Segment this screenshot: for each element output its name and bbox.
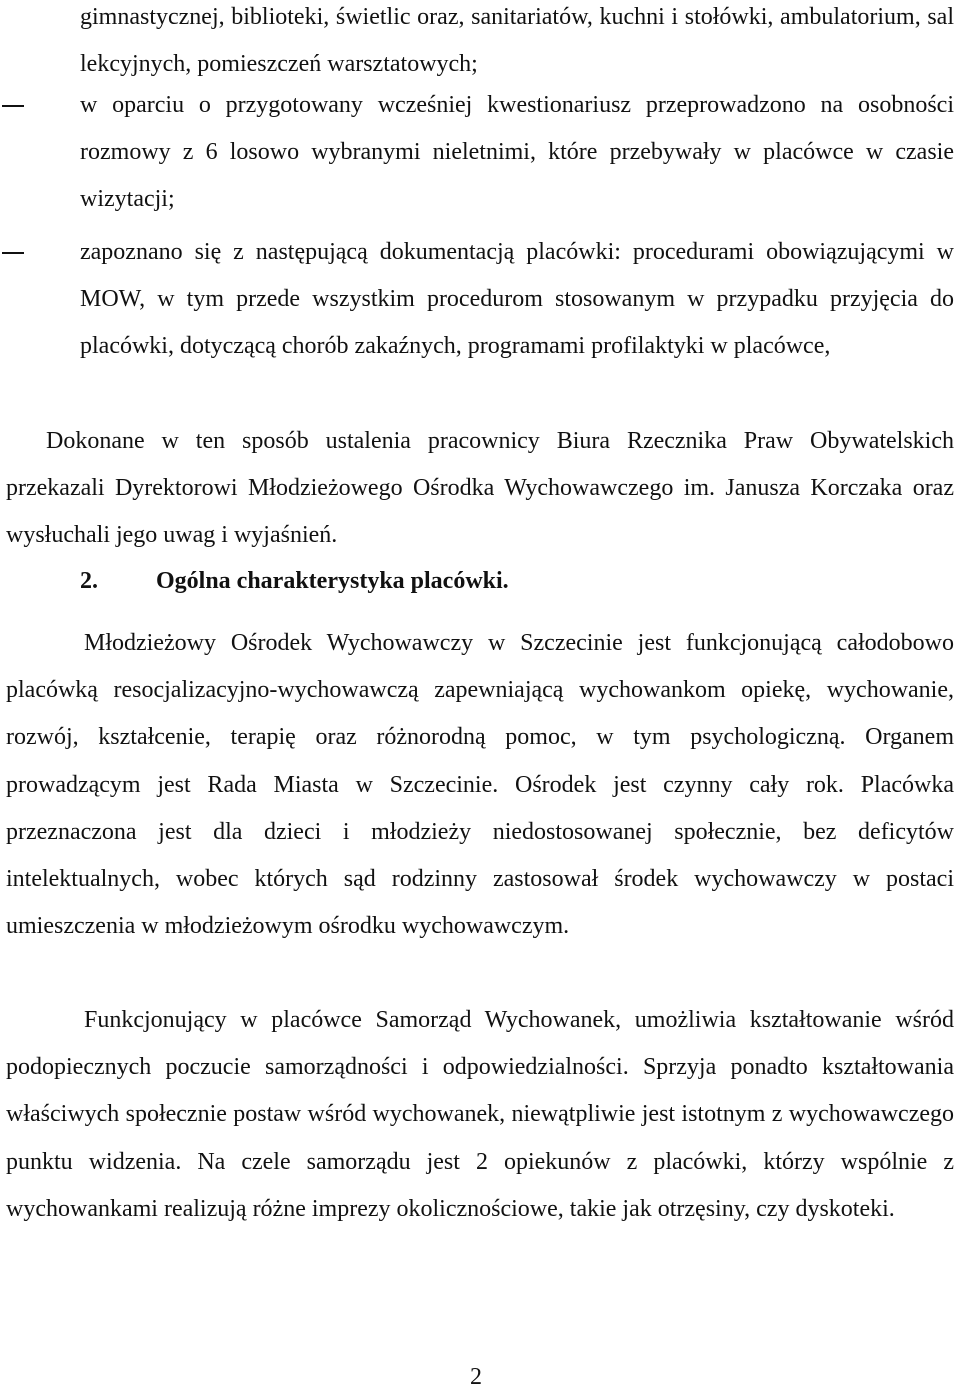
list-item (80, 229, 954, 371)
paragraph: Młodzieżowy Ośrodek Wychowawczy w Szczecinie jest funkcjonującą całodobowo placówką resocjalizacyjno-wychowawczą zapewniającą wychowankom opiekę, wychowanie, rozwój, kształcenie, terapię oraz różnorodną pomoc, w tym psychologiczną. Organem prowadzącym jest Rada Miasta w Szczecinie. Ośrodek jest czynny cały rok. Placówka przeznaczona jest dla dzieci i młodzieży niedostosowanej społecznie, bez deficytów intelektualnych, wobec których sąd rodzinny zastosował środek wychowawczy w postaci umieszczenia w młodzieżowym ośrodku wychowawczym. (6, 630, 954, 940)
section-title: Ogólna charakterystyka placówki. (156, 568, 509, 594)
list-item-text: w oparciu o przygotowany wcześniej kwestionariusz przeprowadzono na osobności rozmowy z 6 losowo wybranymi nieletnimi, które przebywały w placówce w czasie wizytacji; (80, 92, 954, 213)
section-heading (80, 558, 509, 605)
paragraph: Funkcjonujący w placówce Samorząd Wychowanek, umożliwia kształtowanie wśród podopiecznych poczucie samorządności i odpowiedzialności. Sprzyja ponadto kształtowania właściwych społecznie postaw wśród wychowanek, niewątpliwie jest istotnym z wychowawczego punktu widzenia. Na czele samorządu jest 2 opiekunów z placówki, którzy wspólnie z wychowankami realizują różne imprezy okolicznościowe, takie jak otrzęsiny, czy dyskoteki. (6, 1007, 954, 1222)
section-number: 2. (80, 568, 98, 594)
continued-list-text: gimnastycznej, biblioteki, świetlic oraz, sanitariatów, kuchni i stołówki, ambulatorium, sal lekcyjnych, pomieszczeń warsztatowych; (80, 4, 954, 78)
list-item (80, 82, 954, 224)
closing-paragraph: Dokonane w ten sposób ustalenia pracownicy Biura Rzecznika Praw Obywatelskich przekazali Dyrektorowi Młodzieżowego Ośrodka Wychowawczego im. Janusza Korczaka oraz wysłuchali jego uwag i wyjaśnień. (6, 428, 954, 549)
list-item-text: zapoznano się z następującą dokumentacją placówki: procedurami obowiązującymi w MOW, w tym przede wszystkim procedurom stosowanym w przypadku przyjęcia do placówki, dotyczącą chorób zakaźnych, programami profilaktyki w placówce, (80, 239, 954, 360)
page-number: 2 (470, 1364, 482, 1390)
